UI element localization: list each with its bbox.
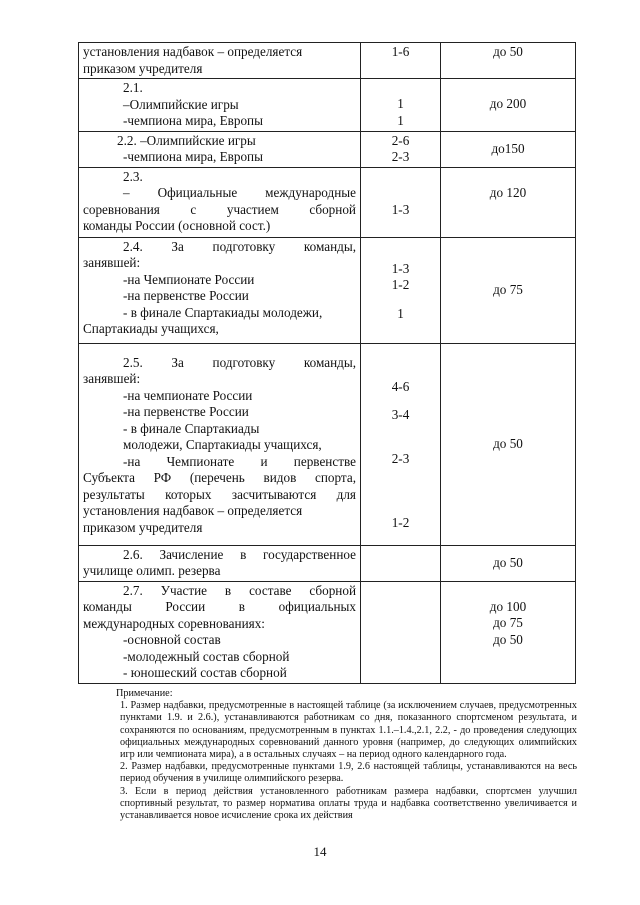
criteria-line: -на чемпионате России bbox=[123, 387, 253, 403]
places-value: 1-3 bbox=[391, 260, 410, 276]
criteria-line: команды России в официальных bbox=[83, 599, 356, 614]
places-cell bbox=[361, 79, 441, 132]
table-row bbox=[79, 343, 576, 545]
places-value: 1 bbox=[397, 112, 404, 128]
criteria-line: -на первенстве России bbox=[123, 404, 249, 419]
notes-title: Примечание: bbox=[116, 688, 173, 699]
criteria-cell bbox=[79, 343, 361, 545]
allowance-value: до 120 bbox=[489, 184, 527, 200]
criteria-cell bbox=[79, 237, 361, 343]
allowance-cell bbox=[441, 167, 576, 237]
note-paragraph: 1. Размер надбавки, предусмотренные в настоящей таблице (за исключением случаев, предусмотренных пунктами 1.9. и 2.6.), устанавливаются работникам со дня, показанного спортсменом результата, и сохраняются по основаниям, предусмотренным в пунктах 1.1.–1.4.,2.1, 2.2, - до проведения следующих официальных международных соревнований данного уровня (например, до следующих олимпийских игр или чемпионата мира), а в остальных случаях – на период одного календарного года. bbox=[120, 700, 577, 761]
places-value: 1-6 bbox=[391, 44, 410, 59]
criteria-line: –Олимпийские игры bbox=[123, 96, 239, 112]
criteria-line: приказом учредителя bbox=[83, 60, 203, 76]
criteria-line: – Официальные международные bbox=[123, 185, 356, 200]
criteria-line: установления надбавок – определяется bbox=[83, 44, 303, 59]
places-cell bbox=[361, 545, 441, 581]
places-cell bbox=[361, 581, 441, 683]
criteria-line: -на Чемпионате и первенстве bbox=[123, 453, 356, 469]
notes-block bbox=[80, 688, 577, 822]
criteria-line: -молодежный состав сборной bbox=[123, 648, 290, 664]
allowance-value: до 50 bbox=[493, 631, 523, 647]
criteria-line: Спартакиады учащихся, bbox=[83, 321, 219, 336]
criteria-cell bbox=[79, 581, 361, 683]
criteria-line: 2.5. За подготовку команды, bbox=[123, 354, 356, 370]
places-value: 1-2 bbox=[391, 515, 410, 530]
criteria-line: приказом учредителя bbox=[83, 519, 203, 535]
criteria-line: - в финале Спартакиады bbox=[123, 420, 260, 436]
criteria-cell bbox=[79, 545, 361, 581]
criteria-line: -основной состав bbox=[123, 632, 221, 647]
places-value: 2-6 bbox=[391, 132, 410, 148]
criteria-line: -чемпиона мира, Европы bbox=[123, 149, 263, 164]
places-value: 1 bbox=[397, 305, 404, 321]
criteria-line: занявшей: bbox=[83, 255, 141, 270]
criteria-line: 2.2. –Олимпийские игры bbox=[117, 132, 256, 148]
criteria-line: 2.1. bbox=[123, 80, 143, 95]
criteria-cell bbox=[79, 43, 361, 79]
allowance-value: до 75 bbox=[493, 615, 523, 630]
note-paragraph: 3. Если в период действия установленного работникам размера надбавки, спортсмен улучшил спортивный результат, то размер норматива оплаты труда и надбавка соответственно увеличивается и устанавливается новое исчисление срока их действия bbox=[120, 785, 577, 822]
allowance-value: до 50 bbox=[493, 554, 523, 570]
table-row bbox=[79, 43, 576, 79]
criteria-line: Субъекта РФ (перечень видов спорта, bbox=[83, 470, 356, 485]
places-value: 4-6 bbox=[391, 378, 410, 394]
places-value: 2-3 bbox=[391, 149, 410, 164]
allowance-value: до 75 bbox=[493, 281, 523, 297]
criteria-line: -на Чемпионате России bbox=[123, 271, 255, 287]
allowance-value: до 100 bbox=[489, 598, 527, 614]
allowance-cell bbox=[441, 237, 576, 343]
criteria-line: 2.6. Зачисление в государственное bbox=[123, 546, 356, 562]
criteria-line: - в финале Спартакиады молодежи, bbox=[123, 304, 323, 320]
table-row bbox=[79, 545, 576, 581]
table-row bbox=[79, 167, 576, 237]
places-cell bbox=[361, 237, 441, 343]
table-row bbox=[79, 131, 576, 167]
places-value: 1 bbox=[397, 96, 404, 111]
criteria-cell bbox=[79, 79, 361, 132]
places-cell bbox=[361, 343, 441, 545]
allowance-value: до150 bbox=[491, 140, 525, 156]
allowance-value: до 50 bbox=[493, 44, 523, 59]
places-value: 1-3 bbox=[391, 201, 410, 217]
allowance-cell bbox=[441, 43, 576, 79]
allowance-cell bbox=[441, 131, 576, 167]
places-value: 1-2 bbox=[391, 277, 410, 292]
criteria-line: училище олимп. резерва bbox=[83, 563, 221, 578]
allowance-table bbox=[78, 42, 576, 684]
criteria-line: результаты которых засчитываются для bbox=[83, 486, 356, 502]
criteria-line: - юношеский состав сборной bbox=[123, 665, 287, 680]
note-paragraph: 2. Размер надбавки, предусмотренные пунктами 1.9, 2.6 настоящей таблицы, устанавливаются на весь период обучения в училище олимпийского резерва. bbox=[120, 761, 577, 785]
criteria-line: молодежи, Спартакиады учащихся, bbox=[123, 437, 322, 452]
places-cell bbox=[361, 131, 441, 167]
criteria-line: занявшей: bbox=[83, 371, 141, 386]
page-number: 14 bbox=[313, 844, 327, 859]
criteria-line: 2.4. За подготовку команды, bbox=[123, 238, 356, 254]
criteria-line: соревнования с участием сборной bbox=[83, 201, 356, 217]
allowance-cell bbox=[441, 545, 576, 581]
places-cell bbox=[361, 167, 441, 237]
allowance-value: до 200 bbox=[489, 96, 527, 111]
places-value: 2-3 bbox=[391, 450, 410, 466]
criteria-line: международных соревнованиях: bbox=[83, 615, 265, 631]
criteria-line: команды России (основной сост.) bbox=[83, 218, 271, 233]
allowance-cell bbox=[441, 581, 576, 683]
criteria-cell bbox=[79, 131, 361, 167]
allowance-cell bbox=[441, 343, 576, 545]
criteria-line: установления надбавок – определяется bbox=[83, 503, 303, 518]
table-row bbox=[79, 79, 576, 132]
allowance-value: до 50 bbox=[493, 435, 523, 451]
places-cell bbox=[361, 43, 441, 79]
criteria-cell bbox=[79, 167, 361, 237]
table-row bbox=[79, 581, 576, 683]
places-value: 3-4 bbox=[391, 407, 410, 422]
table-row bbox=[79, 237, 576, 343]
criteria-line: 2.7. Участие в составе сборной bbox=[123, 582, 356, 598]
criteria-line: -чемпиона мира, Европы bbox=[123, 113, 263, 128]
criteria-line: 2.3. bbox=[123, 168, 143, 184]
criteria-line: -на первенстве России bbox=[123, 288, 249, 303]
allowance-cell bbox=[441, 79, 576, 132]
